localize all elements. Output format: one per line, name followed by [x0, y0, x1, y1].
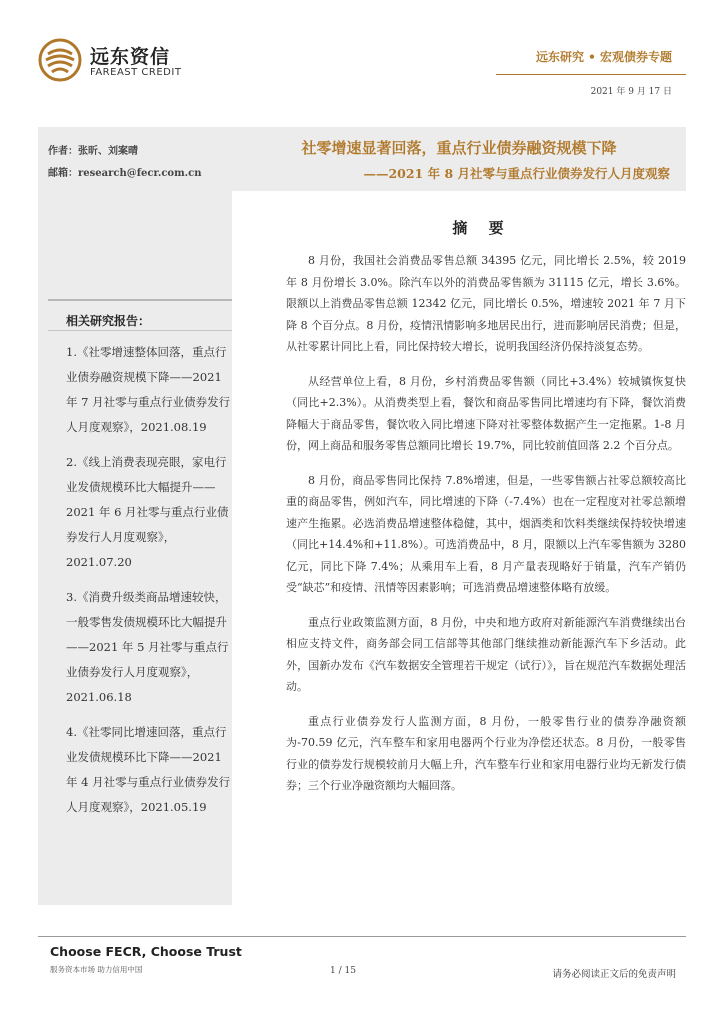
brand-name-cn: 远东资信 [90, 46, 171, 68]
related-report-item[interactable]: 4.《社零同比增速回落，重点行业发债规模环比下降——2021 年 4 月社零与重点行业债券发行人月度观察》，2021.05.19 [66, 725, 231, 814]
footer-subslogan: 服务资本市场 助力信用中国 [50, 965, 143, 974]
author-info [48, 141, 202, 185]
related-reports-heading: 相关研究报告： [66, 314, 151, 328]
related-report-item[interactable]: 1.《社零增速整体回落，重点行业债券融资规模下降——2021 年 7 月社零与重点行业债券发行人月度观察》，2021.08.19 [66, 345, 231, 434]
related-report-item[interactable]: 2.《线上消费表现亮眼，家电行业发债规模环比大幅提升——2021 年 6 月社零与重点行业债券发行人月度观察》，2021.07.20 [66, 455, 229, 569]
related-reports-list [66, 340, 232, 830]
abstract-body [286, 250, 686, 810]
sidebar-divider [48, 299, 232, 301]
brand-logo [38, 38, 218, 82]
page-number: 1 / 15 [330, 966, 356, 976]
abstract-paragraph: 8 月份，我国社会消费品零售总额 34395 亿元，同比增长 2.5%，较 2019 年 8 月份增长 3.0%。除汽车以外的消费品零售额为 31115 亿元，增长 3.6%。限额以上消费品零售总额 12342 亿元，同比增长 0.5%，增速较 2021 年 7 月下降 8 个百分点。8 月份，疫情汛情影响多地居民出行，进而影响居民消费；但是，从社零累计同比上看，同比保持较大增长，说明我国经济仍保持淡复态势。 [286, 254, 686, 353]
brand-name-en: FAREAST CREDIT [90, 67, 182, 78]
abstract-paragraph: 8 月份，商品零售同比保持 7.8%增速，但是，一些零售额占社零总额较高比重的商品零售，例如汽车，同比增速的下降（-7.4%）也在一定程度对社零总额增速产生拖累。必选消费品增速整体稳健，其中，烟酒类和饮料类继续保持较快增速（同比+14.4%和+11.8%）。可选消费品中，8 月，限额以上汽车零售额为 3280 亿元，同比下降 7.4%；从乘用车上看，8 月产量表现略好于销量，汽车产销仍受“缺芯”和疫情、汛情等因素影响；可选消费品增速整体略有放缓。 [286, 473, 686, 594]
disclaimer-note: 请务必阅读正文后的免责声明 [552, 969, 676, 980]
author-label: 作者： [48, 146, 78, 157]
author-line [48, 141, 202, 163]
abstract-paragraph: 重点行业政策监测方面，8 月份，中央和地方政府对新能源汽车消费继续出台相应支持文件，商务部会同工信部等其他部门继续推动新能源汽车下乡活动。此外，国新办发布《汽车数据安全管理若干规定（试行）》，旨在规范汽车数据处理活动。 [286, 615, 686, 693]
abstract-paragraph: 重点行业债券发行人监测方面，8 月份，一般零售行业的债券净融资额为-70.59 亿元，汽车整车和家用电器两个行业为净偿还状态。8 月份，一般零售行业的债券发行规模较前月大幅上升，汽车整车行业和家用电器行业均无新发行债券；三个行业净融资额均大幅回落。 [286, 714, 686, 792]
email-address[interactable]: research@fecr.com.cn [78, 168, 202, 179]
report-title: 社零增速显著回落，重点行业债券融资规模下降 [301, 139, 617, 157]
related-reports-rule [48, 330, 232, 331]
author-names: 张昕、刘案晴 [78, 146, 138, 157]
report-series: 远东研究 • 宏观债券专题 [535, 50, 672, 64]
related-report-item[interactable]: 3.《消费升级类商品增速较快，一般零售发债规模环比大幅提升——2021 年 5 月社零与重点行业债券发行人月度观察》，2021.06.18 [66, 590, 229, 704]
abstract-heading: 摘 要 [452, 219, 512, 237]
email-line [48, 163, 202, 185]
footer-slogan: Choose FECR, Choose Trust [50, 944, 242, 959]
report-subtitle: ——2021 年 8 月社零与重点行业债券发行人月度观察 [363, 166, 670, 181]
footer-rule [38, 936, 686, 937]
fareast-logo-icon [38, 38, 82, 82]
email-label: 邮箱： [48, 168, 78, 179]
header-rule [496, 74, 686, 75]
report-date: 2021 年 9 月 17 日 [590, 87, 672, 97]
abstract-paragraph: 从经营单位上看，8 月份，乡村消费品零售额（同比+3.4%）较城镇恢复快（同比+2.3%）。从消费类型上看，餐饮和商品零售同比增速均有下降，餐饮消费降幅大于商品零售，餐饮收入同比增速下降对社零整体数据产生一定拖累。1-8 月份，网上商品和服务零售总额同比增长 19.7%，同比较前值回落 2.2 个百分点。 [286, 374, 686, 452]
